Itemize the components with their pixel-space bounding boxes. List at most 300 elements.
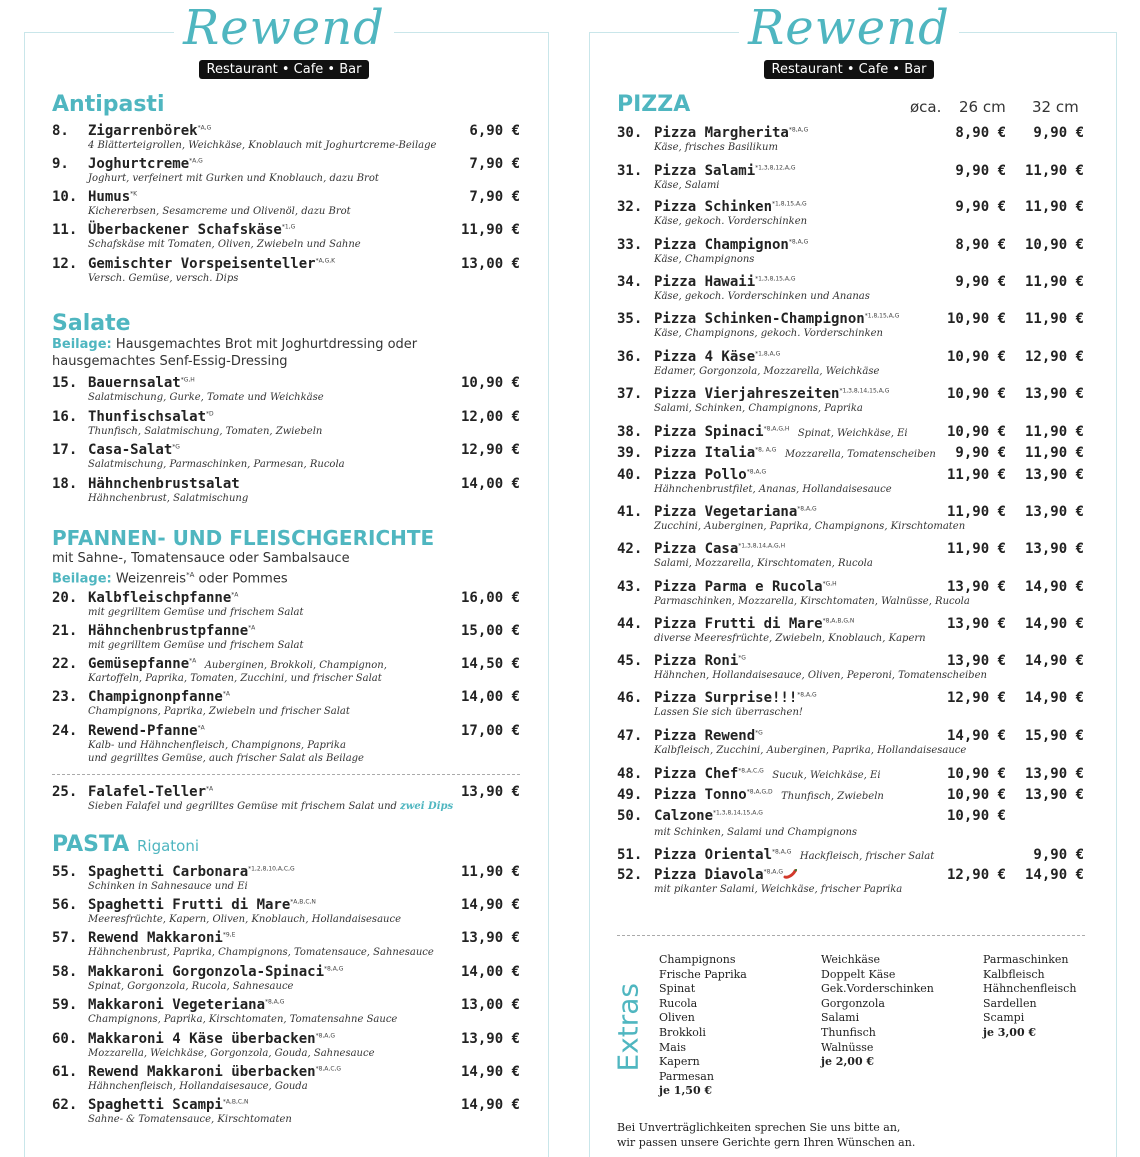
item-description: Meeresfrüchte, Kapern, Oliven, Knoblauch, Hollandaisesauce (88, 914, 401, 925)
note-text: Hausgemachtes Brot mit Joghurtdressing oder (111, 337, 418, 352)
item-description: Champignons, Paprika, Zwiebeln und frischer Salat (88, 706, 350, 717)
allergen-codes: *8,A,G,D (746, 788, 773, 796)
pizza-item (617, 125, 1084, 159)
section-title-salate: Salate (52, 311, 131, 336)
item-number: 59. (52, 997, 78, 1013)
item-description: 4 Blätterteigrollen, Weichkäse, Knoblauch mit Joghurtcreme-Beilage (88, 140, 437, 151)
item-name: Makkaroni Vegeteriana$^{*8,A,G}$ (88, 997, 285, 1013)
item-description: Hähnchenbrust, Paprika, Champignons, Tomatensauce, Sahnesauce (88, 947, 434, 958)
note-label: Beilage: (52, 337, 112, 352)
allergen-codes: *1,8,A,G (755, 350, 781, 358)
item-inline-desc: Sucuk, Weichkäse, Ei (772, 770, 881, 781)
item-number: 11. (52, 222, 78, 238)
price-32: 13,90 € (1024, 504, 1084, 520)
price-26: 10,90 € (946, 386, 1006, 402)
allergen-codes: *G (738, 654, 746, 662)
item-price: 14,90 € (460, 1097, 520, 1113)
price-26: 14,90 € (946, 728, 1006, 744)
item-name: Überbackener Schafskäse$^{*1,G}$ (88, 222, 296, 238)
item-name: Pizza Chef$^{*8,A,C,G}$ Sucuk, Weichkäse, Ei (654, 766, 881, 782)
extra-price: je 3,00 € (983, 1025, 1037, 1039)
item-name: Spaghetti Carbonara$^{*1,2,8,10,A,C,G}$ (88, 864, 295, 880)
divider (52, 774, 520, 775)
item-description: Salatmischung, Gurke, Tomate und Weichkäse (88, 392, 324, 403)
item-name: Spaghetti Scampi$^{*A,B,C,N}$ (88, 1097, 249, 1113)
item-number: 62. (52, 1097, 78, 1113)
price-26: 12,90 € (946, 867, 1006, 883)
section-title-pasta (52, 832, 199, 857)
pizza-item (617, 467, 1084, 501)
item-number: 17. (52, 442, 78, 458)
item-name: Zigarrenbörek$^{*A,G}$ (88, 123, 212, 139)
price-32: 14,90 € (1024, 579, 1084, 595)
allergen-codes: *G,H (822, 580, 837, 588)
item-number: 34. (617, 274, 643, 290)
section-title-pizza: PIZZA (617, 92, 691, 117)
item-number: 25. (52, 784, 78, 800)
item-description: Käse, Champignons, gekoch. Vorderschinken (654, 328, 883, 339)
pizza-item (617, 237, 1084, 271)
price-32: 11,90 € (1024, 311, 1084, 327)
item-name: Pizza 4 Käse$^{*1,8,A,G}$ (654, 349, 781, 365)
allergen-codes: *8,A,G (797, 505, 817, 513)
extra-item: Weichkäse (821, 953, 881, 966)
extra-item: Sardellen (983, 996, 1037, 1010)
item-description: mit gegrilltem Gemüse und frischem Salat (88, 640, 304, 651)
item-name: Makkaroni Gorgonzola-Spinaci$^{*8,A,G}$ (88, 964, 344, 980)
item-name: Pizza Hawaii$^{*1,3,8,15,A,G}$ (654, 274, 796, 290)
extra-item: Salami (821, 1011, 860, 1025)
item-name: Hähnchenbrustpfanne$^{*A}$ (88, 623, 256, 639)
item-number: 61. (52, 1064, 78, 1080)
allergen-codes: *G,H (180, 376, 195, 384)
item-description: Käse, Champignons (654, 254, 755, 265)
allergen-codes: *8, A,G (755, 446, 777, 454)
price-32: 9,90 € (1033, 125, 1084, 141)
item-price: 14,90 € (460, 897, 520, 913)
price-32: 11,90 € (1024, 199, 1084, 215)
menu-item (52, 864, 520, 898)
price-26: 10,90 € (946, 349, 1006, 365)
item-name: Pizza Schinken$^{*1,8,15,A,G}$ (654, 199, 807, 215)
item-number: 15. (52, 375, 78, 391)
menu-item (52, 997, 520, 1031)
item-price: 14,00 € (460, 964, 520, 980)
pizza-item (617, 616, 1084, 650)
pizza-item (617, 274, 1084, 308)
item-description: Parmaschinken, Mozzarella, Kirschtomaten, Walnüsse, Rucola (654, 596, 970, 607)
item-description: Lassen Sie sich überraschen! (654, 707, 803, 718)
item-name: Thunfischsalat$^{*D}$ (88, 409, 214, 425)
section-title-pfannen: PFANNEN- UND FLEISCHGERICHTE (52, 526, 435, 550)
item-description: mit pikanter Salami, Weichkäse, frischer Paprika (654, 884, 903, 895)
price-32: 9,90 € (1033, 847, 1084, 863)
menu-item (52, 784, 520, 818)
item-number: 60. (52, 1031, 78, 1047)
extras-title: Extras (611, 983, 645, 1072)
item-description: Hähnchen, Hollandaisesauce, Oliven, Peperoni, Tomatenscheiben (654, 670, 987, 681)
extra-item: Doppelt Käse (821, 967, 896, 981)
item-description: Schinken in Sahnesauce und Ei (88, 881, 248, 892)
pizza-item (617, 163, 1084, 197)
item-price: 7,90 € (469, 189, 520, 205)
allergen-codes: *1,2,8,10,A,C,G (248, 865, 295, 873)
item-name: Pizza Margherita$^{*8,A,G}$ (654, 125, 809, 141)
item-name: Rewend Makkaroni$^{*9,E}$ (88, 930, 236, 946)
allergen-codes: *8,A,G (265, 998, 285, 1006)
item-number: 45. (617, 653, 643, 669)
item-price: 7,90 € (469, 156, 520, 172)
extra-item: Frische Paprika (659, 967, 747, 981)
item-name: Calzone$^{*1,3,8,14,15,A,G}$ (654, 808, 763, 824)
allergen-codes: *1,3,8,15,A,G (755, 275, 796, 283)
price-32: 13,90 € (1024, 766, 1084, 782)
size-26: 26 cm (959, 98, 1006, 116)
note-label: Beilage: (52, 571, 112, 587)
item-name: Pizza Casa$^{*1,3,8,14,A,G,H}$ (654, 541, 786, 557)
item-number: 30. (617, 125, 643, 141)
menu-item (52, 476, 520, 510)
item-description: Salami, Schinken, Champignons, Paprika (654, 403, 863, 414)
item-number: 32. (617, 199, 643, 215)
item-description: Kalbfleisch, Zucchini, Auberginen, Paprika, Hollandaisesauce (654, 745, 967, 756)
menu-item (52, 123, 520, 157)
brand-logo: Rewend (748, 0, 950, 56)
allergen-codes: *8,A,G (315, 1032, 335, 1040)
allergen-codes: *8,A,G,H (763, 425, 790, 433)
item-number: 24. (52, 723, 78, 739)
price-26: 10,90 € (946, 424, 1006, 440)
item-description: Champignons, Paprika, Kirschtomaten, Tomatensahne Sauce (88, 1014, 398, 1025)
item-name: Rewend-Pfanne$^{*A}$ (88, 723, 205, 739)
item-description: mit gegrilltem Gemüse und frischem Salat (88, 607, 304, 618)
price-32: 10,90 € (1024, 237, 1084, 253)
pizza-item (617, 690, 1084, 724)
allergen-codes: *G (172, 443, 180, 451)
allergen-codes: *1,3,8,14,15,A,G (713, 809, 763, 817)
item-description: Käse, frisches Basilikum (654, 142, 778, 153)
item-description: Kalb- und Hähnchenfleisch, Champignons, Paprika (88, 740, 346, 751)
brand-tagline: Restaurant • Cafe • Bar (199, 60, 370, 79)
price-26: 12,90 € (946, 690, 1006, 706)
pizza-item (617, 386, 1084, 420)
item-name: Falafel-Teller$^{*A}$ (88, 784, 214, 800)
item-inline-desc: Spinat, Weichkäse, Ei (797, 428, 908, 439)
price-32: 11,90 € (1024, 424, 1084, 440)
chili-icon (783, 869, 797, 879)
menu-item (52, 409, 520, 443)
allergen-codes: *A,G (189, 157, 203, 165)
item-number: 58. (52, 964, 78, 980)
item-inline-desc: Thunfisch, Zwiebeln (781, 791, 884, 802)
item-number: 12. (52, 256, 78, 272)
item-price: 13,90 € (460, 930, 520, 946)
item-number: 40. (617, 467, 643, 483)
item-price: 14,50 € (460, 656, 520, 672)
allergen-codes: *K (130, 190, 138, 198)
price-32: 13,90 € (1024, 541, 1084, 557)
pasta-title: PASTA (52, 832, 130, 857)
footer-line: Bei Unverträglichkeiten sprechen Sie uns bitte an, (617, 1121, 901, 1134)
pizza-item (617, 199, 1084, 233)
item-name: Pizza Rewend$^{*G}$ (654, 728, 763, 744)
allergen-codes: *8,A,C,G (315, 1065, 342, 1073)
extra-item: Gek.Vorderschinken (821, 982, 934, 996)
item-description: mit Schinken, Salami und Champignons (654, 827, 858, 838)
allergen-codes: *1,3,8,14,15,A,G (839, 387, 890, 395)
allergen-codes: *A (248, 624, 256, 632)
item-description: Thunfisch, Salatmischung, Tomaten, Zwiebeln (88, 426, 323, 437)
item-name: Pizza Vierjahreszeiten$^{*1,3,8,14,15,A,G}$ (654, 386, 890, 402)
logo-left (174, 0, 394, 90)
allergen-codes: *9,E (222, 931, 236, 939)
allergen-codes: *A (231, 591, 239, 599)
price-26: 9,90 € (955, 163, 1006, 179)
price-26: 10,90 € (946, 808, 1006, 824)
price-26: 9,90 € (955, 274, 1006, 290)
price-32: 14,90 € (1024, 867, 1084, 883)
item-name: Rewend Makkaroni überbacken$^{*8,A,C,G}$ (88, 1064, 342, 1080)
section-title-antipasti: Antipasti (52, 92, 165, 117)
item-name: Gemüsepfanne$^{*A}$ Auberginen, Brokkoli, Champignon, (88, 656, 387, 672)
allergen-codes: *A,G (197, 124, 212, 132)
note-text: oder Pommes (194, 571, 288, 587)
price-32: 13,90 € (1024, 467, 1084, 483)
allergen-codes: *A,B,C,N (290, 898, 316, 906)
item-inline-desc: Auberginen, Brokkoli, Champignon, (204, 660, 387, 671)
price-26: 8,90 € (955, 125, 1006, 141)
menu-item (52, 1064, 520, 1098)
item-name: Pizza Pollo$^{*8,A,G}$ (654, 467, 767, 483)
note-sup: *A (186, 571, 195, 579)
item-number: 21. (52, 623, 78, 639)
allergen-codes: *1,3,8,14,A,G,H (738, 542, 786, 550)
item-number: 41. (617, 504, 643, 520)
item-description: Hähnchenbrust, Salatmischung (88, 493, 249, 504)
pizza-item (617, 349, 1084, 383)
extra-item: Hähnchenfleisch (983, 982, 1077, 996)
extra-price: je 1,50 € (659, 1084, 713, 1098)
item-price: 12,90 € (460, 442, 520, 458)
item-number: 50. (617, 808, 643, 824)
item-price: 16,00 € (460, 590, 520, 606)
item-name: Pizza Salami$^{*1,3,8,12,A,G}$ (654, 163, 796, 179)
allergen-codes: *8,A,G (746, 468, 767, 476)
item-price: 14,00 € (460, 689, 520, 705)
item-description: Salatmischung, Parmaschinken, Parmesan, Rucola (88, 459, 345, 470)
divider (617, 935, 1085, 936)
item-description: Salami, Mozzarella, Kirschtomaten, Rucola (654, 558, 873, 569)
item-number: 8. (52, 123, 69, 139)
item-name: Pizza Oriental$^{*8,A,G}$ Hackfleisch, frischer Salat (654, 847, 935, 863)
item-description: und gegrilltes Gemüse, auch frischer Salat als Beilage (88, 753, 364, 764)
item-number: 49. (617, 787, 643, 803)
item-name: Pizza Surprise!!!$^{*8,A,G}$ (654, 690, 817, 706)
item-name: Pizza Schinken-Champignon$^{*1,8,15,A,G}$ (654, 311, 900, 327)
allergen-codes: *8,A,G (324, 965, 344, 973)
allergen-codes: *A,G,K (315, 257, 336, 265)
pizza-item (617, 653, 1084, 687)
price-32: 11,90 € (1024, 274, 1084, 290)
price-26: 11,90 € (946, 541, 1006, 557)
allergen-codes: *A (189, 657, 197, 665)
note-text: Weizenreis (111, 571, 187, 587)
item-description: Sieben Falafel und gegrilltes Gemüse mit frischem Salat und zwei Dips (88, 801, 454, 812)
item-description: Kartoffeln, Paprika, Tomaten, Zucchini, und frischer Salat (88, 673, 382, 684)
item-description: Spinat, Gorgonzola, Rucola, Sahnesauce (88, 981, 294, 992)
item-price: 11,90 € (460, 864, 520, 880)
item-number: 20. (52, 590, 78, 606)
item-name: Pizza Italia$^{*8, A,G}$ Mozzarella, Tomatenscheiben (654, 445, 936, 461)
size-32: 32 cm (1032, 98, 1079, 116)
pfannen-note (52, 550, 350, 587)
item-number: 16. (52, 409, 78, 425)
item-name: Pizza Tonno$^{*8,A,G,D}$ Thunfisch, Zwiebeln (654, 787, 884, 803)
item-number: 37. (617, 386, 643, 402)
item-number: 57. (52, 930, 78, 946)
pizza-item (617, 867, 1084, 901)
item-name: Pizza Spinaci$^{*8,A,G,H}$ Spinat, Weichkäse, Ei (654, 424, 908, 440)
extra-item: Spinat (659, 982, 696, 996)
extra-item: Thunfisch (821, 1025, 876, 1039)
extra-item: Rucola (659, 996, 698, 1010)
item-number: 33. (617, 237, 643, 253)
extras-col-3 (983, 953, 1076, 1041)
menu-item (52, 897, 520, 931)
brand-logo: Rewend (183, 0, 385, 56)
price-32: 14,90 € (1024, 616, 1084, 632)
price-26: 13,90 € (946, 653, 1006, 669)
item-number: 23. (52, 689, 78, 705)
item-number: 47. (617, 728, 643, 744)
item-number: 56. (52, 897, 78, 913)
menu-item (52, 442, 520, 476)
item-name: Bauernsalat$^{*G,H}$ (88, 375, 195, 391)
extra-item: Gorgonzola (821, 996, 885, 1010)
item-name: Spaghetti Frutti di Mare$^{*A,B,C,N}$ (88, 897, 316, 913)
allergen-codes: *A (206, 785, 214, 793)
price-26: 13,90 € (946, 579, 1006, 595)
item-number: 51. (617, 847, 643, 863)
price-32: 13,90 € (1024, 787, 1084, 803)
extra-item: Champignons (659, 953, 736, 966)
size-prefix: øca. (910, 98, 942, 116)
menu-item (52, 623, 520, 657)
item-number: 52. (617, 867, 643, 883)
item-price: 12,00 € (460, 409, 520, 425)
extras-col-1 (659, 953, 747, 1099)
menu-item (52, 656, 520, 690)
item-name: Makkaroni 4 Käse überbacken$^{*8,A,G}$ (88, 1031, 335, 1047)
allergen-codes: *8,A,B,G,N (822, 617, 855, 625)
price-26: 13,90 € (946, 616, 1006, 632)
item-number: 18. (52, 476, 78, 492)
menu-item (52, 375, 520, 409)
salate-note (52, 336, 417, 370)
menu-item (52, 930, 520, 964)
extra-item: Mais (659, 1040, 686, 1054)
item-description: Kichererbsen, Sesamcreme und Olivenöl, dazu Brot (88, 206, 351, 217)
item-price: 13,00 € (460, 256, 520, 272)
item-price: 13,00 € (460, 997, 520, 1013)
allergen-codes: *8,A,G (788, 126, 809, 134)
note-text: mit Sahne-, Tomatensauce oder Sambalsauce (52, 551, 350, 566)
item-name: Pizza Vegetariana$^{*8,A,G}$ (654, 504, 817, 520)
price-26: 10,90 € (946, 787, 1006, 803)
item-price: 13,90 € (460, 1031, 520, 1047)
item-price: 6,90 € (469, 123, 520, 139)
item-number: 36. (617, 349, 643, 365)
menu-item (52, 189, 520, 223)
allergen-codes: *1,8,15,A,G (772, 200, 807, 208)
extra-price: je 2,00 € (821, 1055, 875, 1069)
item-number: 44. (617, 616, 643, 632)
item-number: 38. (617, 424, 643, 440)
menu-item (52, 964, 520, 998)
size-header (910, 98, 1079, 116)
price-26: 9,90 € (955, 199, 1006, 215)
price-32: 11,90 € (1024, 445, 1084, 461)
item-name: Pizza Roni$^{*G}$ (654, 653, 746, 669)
item-name: Pizza Parma e Rucola$^{*G,H}$ (654, 579, 837, 595)
allergen-codes: *8,A,G (763, 868, 783, 876)
extra-item: Kapern (659, 1055, 700, 1069)
item-number: 31. (617, 163, 643, 179)
allergen-codes: *A,B,C,N (222, 1098, 249, 1106)
menu-item (52, 256, 520, 290)
item-description: Versch. Gemüse, versch. Dips (88, 273, 239, 284)
item-number: 46. (617, 690, 643, 706)
allergen-codes: *8,A,C,G (738, 767, 764, 775)
item-number: 22. (52, 656, 78, 672)
item-description: Mozzarella, Weichkäse, Gorgonzola, Gouda, Sahnesauce (88, 1048, 375, 1059)
menu-item (52, 1031, 520, 1065)
allergen-codes: *A (222, 690, 230, 698)
price-26: 10,90 € (946, 766, 1006, 782)
item-inline-desc: Hackfleisch, frischer Salat (799, 851, 935, 862)
item-number: 42. (617, 541, 643, 557)
item-price: 13,90 € (460, 784, 520, 800)
pizza-item (617, 504, 1084, 538)
item-description: Schafskäse mit Tomaten, Oliven, Zwiebeln und Sahne (88, 239, 361, 250)
item-name: Pizza Diavola$^{*8,A,G}$ (654, 867, 797, 883)
pizza-item (617, 311, 1084, 345)
item-name: Hähnchenbrustsalat (88, 476, 240, 492)
extra-item: Parmesan (659, 1069, 714, 1083)
allergen-codes: *1,G (281, 223, 296, 231)
allergen-codes: *G (755, 729, 763, 737)
item-number: 39. (617, 445, 643, 461)
item-inline-desc: Mozzarella, Tomatenscheiben (784, 449, 936, 460)
item-number: 9. (52, 156, 69, 172)
price-26: 8,90 € (955, 237, 1006, 253)
menu-item (52, 689, 520, 723)
extra-item: Brokkoli (659, 1025, 706, 1039)
allergen-codes: *1,3,8,12,A,G (755, 164, 796, 172)
item-price: 11,90 € (460, 222, 520, 238)
item-description: Käse, Salami (654, 180, 720, 191)
item-name: Pizza Champignon$^{*8,A,G}$ (654, 237, 809, 253)
item-price: 14,90 € (460, 1064, 520, 1080)
allergen-codes: *8,A,G (772, 848, 792, 856)
extra-item: Oliven (659, 1011, 695, 1025)
item-name: Humus$^{*K}$ (88, 189, 138, 205)
pasta-subtitle: Rigatoni (136, 837, 200, 855)
item-price: 15,00 € (460, 623, 520, 639)
item-description: Hähnchenbrustfilet, Ananas, Hollandaisesauce (654, 484, 892, 495)
menu-item (52, 590, 520, 624)
footer-note (617, 1121, 915, 1150)
